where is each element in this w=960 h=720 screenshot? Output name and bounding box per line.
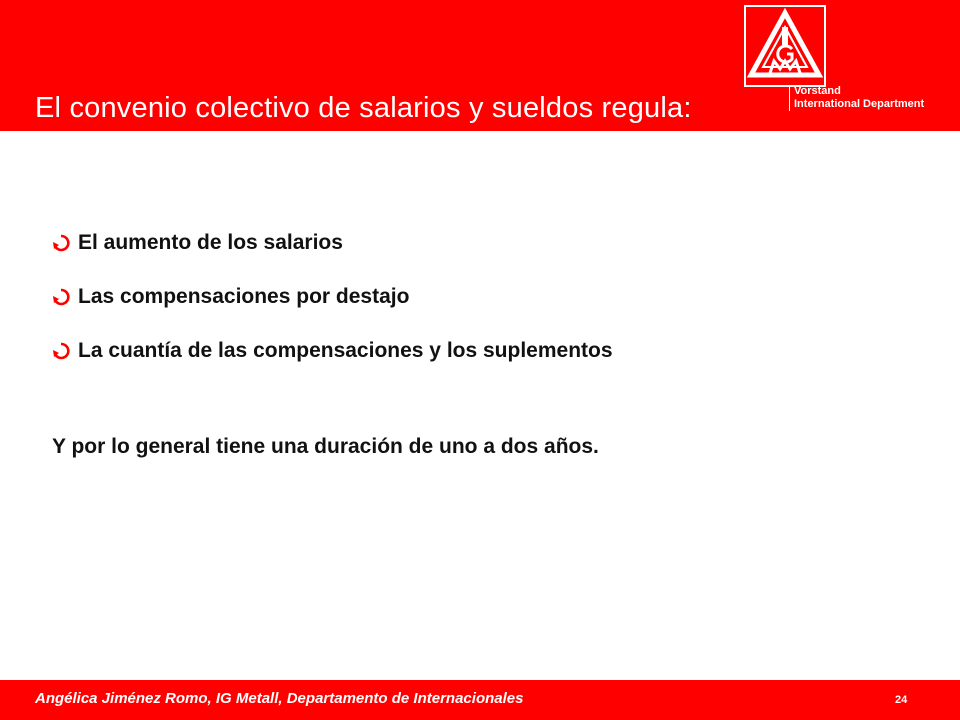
footer-bar (0, 680, 960, 720)
org-line-vorstand: Vorstand (794, 85, 841, 97)
curved-arrow-right-icon (52, 288, 70, 306)
organization-label (789, 85, 924, 111)
bullet-item (52, 336, 613, 365)
bullet-text: El aumento de los salarios (78, 230, 343, 254)
bullet-list (52, 228, 613, 390)
curved-arrow-right-icon (52, 342, 70, 360)
bullet-item (52, 228, 613, 257)
bullet-item (52, 282, 613, 311)
ig-metall-logo (744, 5, 826, 87)
page-number: 24 (895, 694, 908, 706)
header-bar (0, 0, 960, 131)
bullet-text: La cuantía de las compensaciones y los suplementos (78, 338, 613, 362)
bullet-text: Las compensaciones por destajo (78, 284, 410, 308)
curved-arrow-right-icon (52, 234, 70, 252)
org-line-department: International Department (794, 98, 925, 110)
slide-title: El convenio colectivo de salarios y sueldos regula: (35, 92, 692, 124)
footer-author: Angélica Jiménez Romo, IG Metall, Departamento de Internacionales (35, 690, 524, 707)
summary-text: Y por lo general tiene una duración de uno a dos años. (52, 435, 599, 458)
